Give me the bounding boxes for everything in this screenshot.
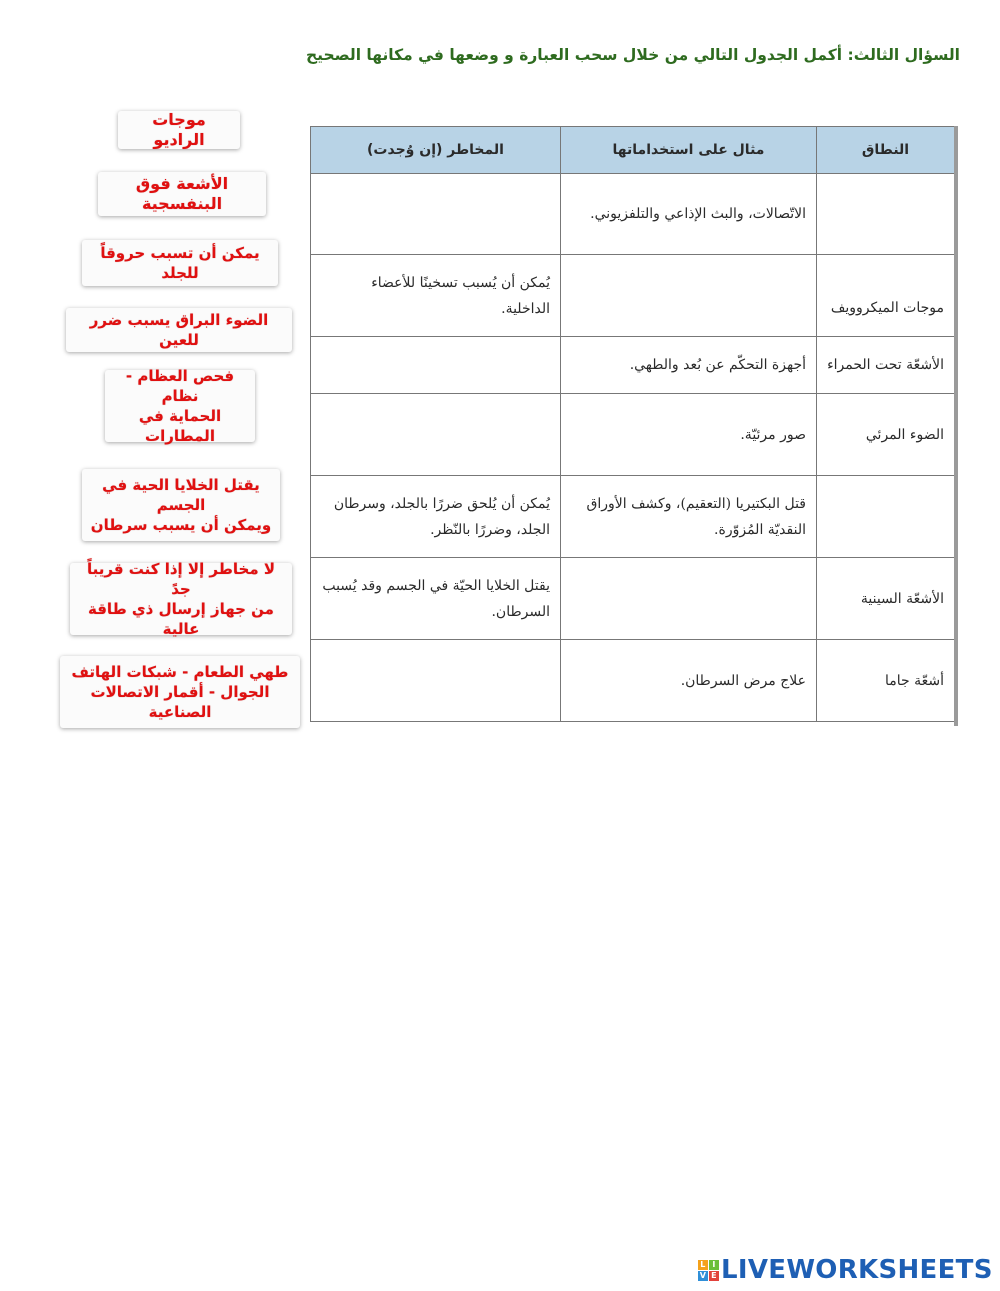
header-uses: مثال على استخداماتها — [561, 127, 817, 174]
cell-uses: علاج مرض السرطان. — [561, 640, 817, 722]
drag-tile-radio-waves[interactable]: موجات الراديو — [118, 111, 240, 149]
drop-zone-range[interactable] — [817, 174, 955, 255]
cell-uses: أجهزة التحكّم عن بُعد والطهي. — [561, 337, 817, 394]
drop-zone-risks[interactable] — [311, 174, 561, 255]
drag-tile-bright-light-eye-damage[interactable]: الضوء البراق يسبب ضرر للعين — [66, 308, 292, 352]
drop-zone-risks[interactable] — [311, 640, 561, 722]
cell-uses: قتل البكتيريا (التعقيم)، وكشف الأوراق النقديّة المُزوّرة. — [561, 476, 817, 558]
logo-letter: L — [698, 1260, 708, 1270]
cell-risks: يُمكن أن يُسبب تسخينًا للأعضاء الداخلية. — [311, 255, 561, 337]
table-row — [311, 640, 955, 722]
question-title: السؤال الثالث: أكمل الجدول التالي من خلال سحب العبارة و وضعها في مكانها الصحيح — [305, 46, 960, 64]
cell-range: الضوء المرئي — [817, 394, 955, 476]
table-row — [311, 394, 955, 476]
table-row — [311, 174, 955, 255]
header-risks: المخاطر (إن وُجدت) — [311, 127, 561, 174]
drop-zone-risks[interactable] — [311, 337, 561, 394]
logo-text: LIVEWORKSHEETS — [721, 1255, 993, 1285]
drop-zone-uses[interactable] — [561, 255, 817, 337]
table-shadow-edge — [954, 126, 958, 726]
cell-range: موجات الميكروويف — [817, 255, 955, 337]
drop-zone-uses[interactable] — [561, 558, 817, 640]
drag-tile-skin-burns[interactable]: يمكن أن تسبب حروقاً للجلد — [82, 240, 278, 286]
cell-range: الأشعّة السينية — [817, 558, 955, 640]
drag-tile-no-risk-unless-close[interactable]: لا مخاطر إلا إذا كنت قريباً جدً من جهاز إرسال ذي طاقة عالية — [70, 563, 292, 635]
drop-zone-risks[interactable] — [311, 394, 561, 476]
table-row — [311, 558, 955, 640]
drag-tile-ultraviolet[interactable]: الأشعة فوق البنفسجية — [98, 172, 266, 216]
table-row — [311, 476, 955, 558]
drag-tile-cooking-phones-satellites[interactable]: طهي الطعام - شبكات الهاتف الجوال - أقمار الاتصالات الصناعية — [60, 656, 300, 728]
cell-uses: الاتّصالات، والبث الإذاعي والتلفزيوني. — [561, 174, 817, 255]
drag-tile-bone-scan-airport[interactable]: فحص العظام - نظام الحماية في المطارات — [105, 370, 255, 442]
table-row — [311, 255, 955, 337]
logo-letter: I — [709, 1260, 719, 1270]
cell-risks: يُمكن أن يُلحق ضررًا بالجلد، وسرطان الجلد، وضررًا بالنّظر. — [311, 476, 561, 558]
logo-letter: V — [699, 1270, 707, 1280]
cell-risks: يقتل الخلايا الحيّة في الجسم وقد يُسبب السرطان. — [311, 558, 561, 640]
cell-uses: صور مرئيّة. — [561, 394, 817, 476]
drop-zone-range[interactable] — [817, 476, 955, 558]
wave-table — [310, 126, 955, 722]
liveworksheets-logo[interactable] — [698, 1256, 993, 1284]
logo-letter: E — [709, 1271, 719, 1281]
header-range: النطاق — [817, 127, 955, 174]
liveworksheets-logo-icon — [698, 1260, 719, 1281]
cell-range: الأشعّة تحت الحمراء — [817, 337, 955, 394]
table-header-row — [311, 127, 955, 174]
table-row — [311, 337, 955, 394]
drag-tile-kills-living-cells[interactable]: يقتل الخلايا الحية في الجسم ويمكن أن يسبب سرطان — [82, 469, 280, 541]
cell-range: أشعّة جاما — [817, 640, 955, 722]
